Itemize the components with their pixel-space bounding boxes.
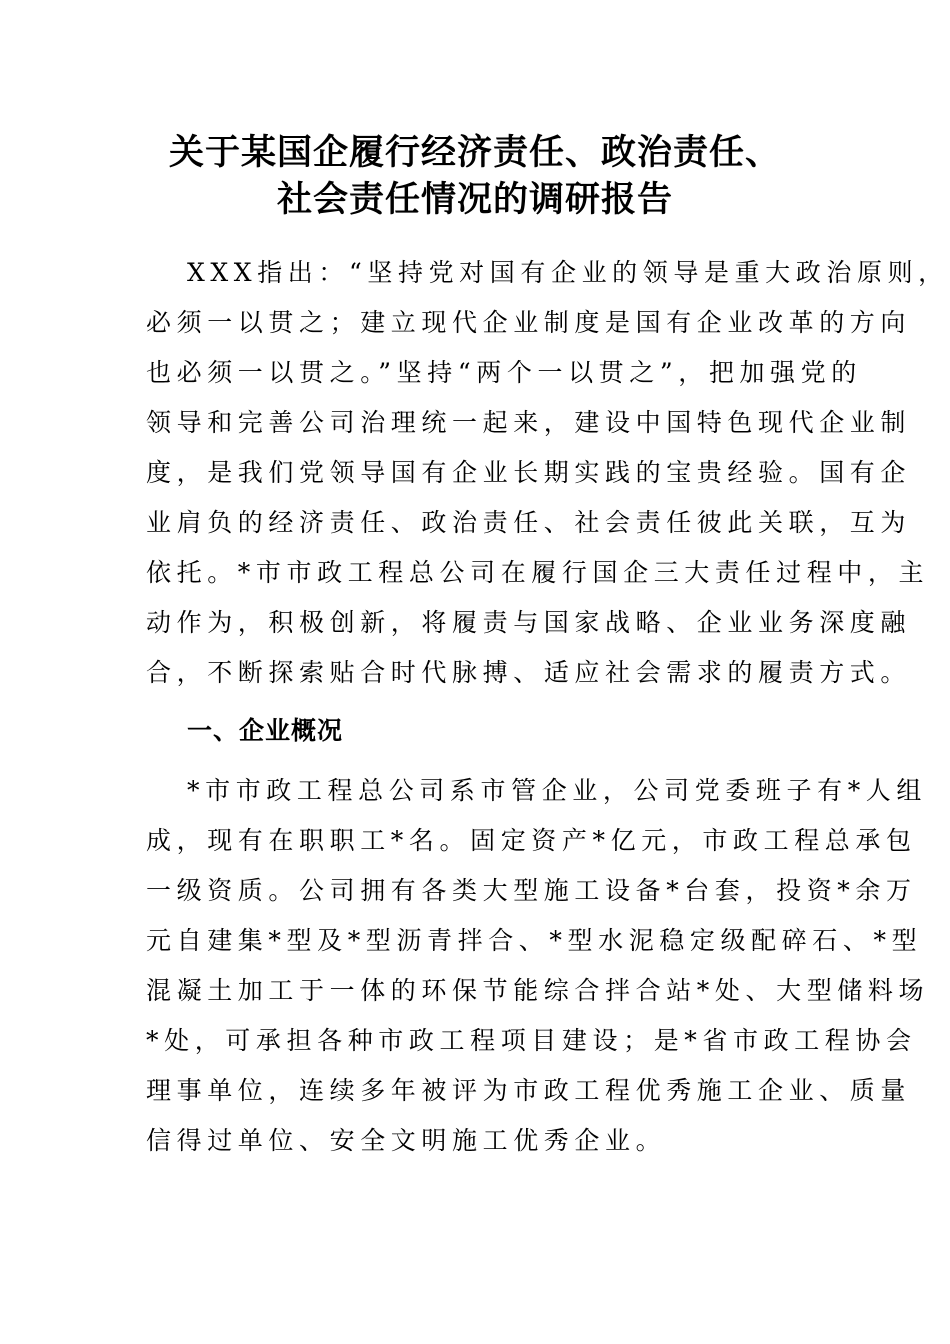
section-paragraph-line-1: *市市政工程总公司系市管企业，公司党委班子有*人组 bbox=[187, 776, 928, 805]
section-paragraph-line-2: 成，现有在职职工*名。固定资产*亿元，市政工程总承包 bbox=[146, 826, 917, 855]
intro-paragraph-line-1: XXX指出：“坚持党对国有企业的领导是重大政治原则， bbox=[187, 258, 949, 287]
section-paragraph-line-3: 一级资质。公司拥有各类大型施工设备*台套，投资*余万 bbox=[146, 876, 917, 905]
intro-paragraph-line-2: 必须一以贯之；建立现代企业制度是国有企业改革的方向 bbox=[146, 308, 912, 337]
document-title-line-2: 社会责任情况的调研报告 bbox=[276, 179, 673, 220]
intro-paragraph-line-6: 业肩负的经济责任、政治责任、社会责任彼此关联，互为 bbox=[146, 508, 912, 537]
intro-paragraph-line-7: 依托。*市市政工程总公司在履行国企三大责任过程中，主 bbox=[146, 558, 930, 587]
intro-paragraph-line-9: 合，不断探索贴合时代脉搏、适应社会需求的履责方式。 bbox=[146, 658, 912, 687]
section-paragraph-line-5: 混凝土加工于一体的环保节能综合拌合站*处、大型储料场 bbox=[146, 976, 930, 1005]
document-title-line-1: 关于某国企履行经济责任、政治责任、 bbox=[168, 132, 781, 173]
intro-paragraph-line-3: 也必须一以贯之。”坚持“两个一以贯之”，把加强党的 bbox=[146, 358, 862, 387]
section-paragraph-line-6: *处，可承担各种市政工程项目建设；是*省市政工程协会 bbox=[146, 1026, 917, 1055]
section-paragraph-line-7: 理事单位，连续多年被评为市政工程优秀施工企业、质量 bbox=[146, 1076, 912, 1105]
intro-paragraph-line-8: 动作为，积极创新，将履责与国家战略、企业业务深度融 bbox=[146, 608, 912, 637]
intro-paragraph-line-4: 领导和完善公司治理统一起来，建设中国特色现代企业制 bbox=[146, 408, 912, 437]
section-heading: 一、企业概况 bbox=[187, 716, 344, 745]
section-paragraph-line-4: 元自建集*型及*型沥青拌合、*型水泥稳定级配碎石、*型 bbox=[146, 926, 923, 955]
intro-paragraph-line-5: 度，是我们党领导国有企业长期实践的宝贵经验。国有企 bbox=[146, 458, 912, 487]
section-paragraph-line-8: 信得过单位、安全文明施工优秀企业。 bbox=[146, 1126, 667, 1155]
